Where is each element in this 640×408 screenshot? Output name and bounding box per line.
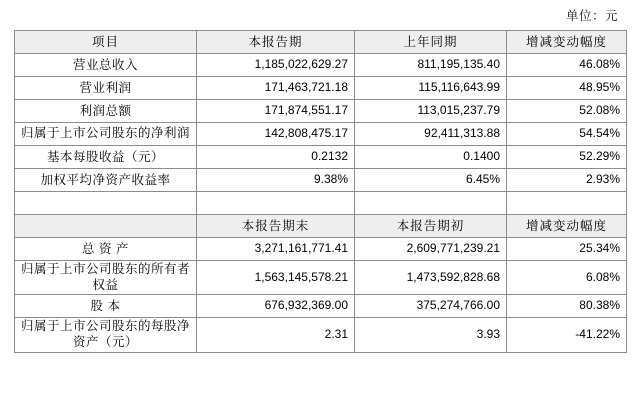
table-row <box>15 54 627 77</box>
column-header-period-end: 本报告期末 <box>197 215 355 238</box>
divider-cell <box>197 192 355 215</box>
row-label: 加权平均净资产收益率 <box>15 169 197 192</box>
table-row <box>15 100 627 123</box>
table-row <box>15 261 627 295</box>
table-row <box>15 123 627 146</box>
row-value-change: 52.29% <box>507 146 627 169</box>
row-value-current: 2.31 <box>197 318 355 352</box>
row-value-change: 48.95% <box>507 77 627 100</box>
row-value-change: 6.08% <box>507 261 627 295</box>
row-value-current: 142,808,475.17 <box>197 123 355 146</box>
column-header-change-rate-2: 增减变动幅度 <box>507 215 627 238</box>
row-value-current: 171,463,721.18 <box>197 77 355 100</box>
row-value-change: 52.08% <box>507 100 627 123</box>
column-header-change-rate: 增减变动幅度 <box>507 31 627 54</box>
column-header-item: 项目 <box>15 31 197 54</box>
table-row <box>15 318 627 352</box>
row-value-previous: 6.45% <box>355 169 507 192</box>
table-row <box>15 77 627 100</box>
row-value-previous: 2,609,771,239.21 <box>355 238 507 261</box>
column-header-current-period: 本报告期 <box>197 31 355 54</box>
row-value-current: 1,563,145,578.21 <box>197 261 355 295</box>
table-header-row-2 <box>15 215 627 238</box>
row-value-current: 171,874,551.17 <box>197 100 355 123</box>
table-header-row-1 <box>15 31 627 54</box>
table-row <box>15 169 627 192</box>
row-value-previous: 92,411,313.88 <box>355 123 507 146</box>
row-value-current: 1,185,022,629.27 <box>197 54 355 77</box>
row-value-change: 2.93% <box>507 169 627 192</box>
row-label: 基本每股收益（元） <box>15 146 197 169</box>
row-value-current: 676,932,369.00 <box>197 295 355 318</box>
row-value-current: 9.38% <box>197 169 355 192</box>
row-label: 归属于上市公司股东的所有者权益 <box>15 261 197 295</box>
column-header-item-2 <box>15 215 197 238</box>
row-value-previous: 375,274,766.00 <box>355 295 507 318</box>
financial-summary-table <box>14 30 627 353</box>
row-label: 归属于上市公司股东的每股净资产（元） <box>15 318 197 352</box>
row-label: 股 本 <box>15 295 197 318</box>
row-value-change: -41.22% <box>507 318 627 352</box>
divider-cell <box>355 192 507 215</box>
table-row <box>15 238 627 261</box>
row-label: 营业总收入 <box>15 54 197 77</box>
row-value-change: 80.38% <box>507 295 627 318</box>
row-value-current: 3,271,161,771.41 <box>197 238 355 261</box>
row-label: 归属于上市公司股东的净利润 <box>15 123 197 146</box>
divider-cell <box>15 192 197 215</box>
table-row <box>15 146 627 169</box>
divider-cell <box>507 192 627 215</box>
row-value-current: 0.2132 <box>197 146 355 169</box>
row-label: 营业利润 <box>15 77 197 100</box>
row-value-change: 54.54% <box>507 123 627 146</box>
column-header-period-begin: 本报告期初 <box>355 215 507 238</box>
row-value-previous: 113,015,237.79 <box>355 100 507 123</box>
row-value-previous: 115,116,643.99 <box>355 77 507 100</box>
column-header-previous-period: 上年同期 <box>355 31 507 54</box>
row-value-previous: 1,473,592,828.68 <box>355 261 507 295</box>
unit-note: 单位：元 <box>565 9 618 23</box>
row-value-previous: 3.93 <box>355 318 507 352</box>
section-divider-row <box>15 192 627 215</box>
row-label: 利润总额 <box>15 100 197 123</box>
row-value-previous: 0.1400 <box>355 146 507 169</box>
row-value-previous: 811,195,135.40 <box>355 54 507 77</box>
row-value-change: 25.34% <box>507 238 627 261</box>
row-label: 总 资 产 <box>15 238 197 261</box>
table-row <box>15 295 627 318</box>
row-value-change: 46.08% <box>507 54 627 77</box>
